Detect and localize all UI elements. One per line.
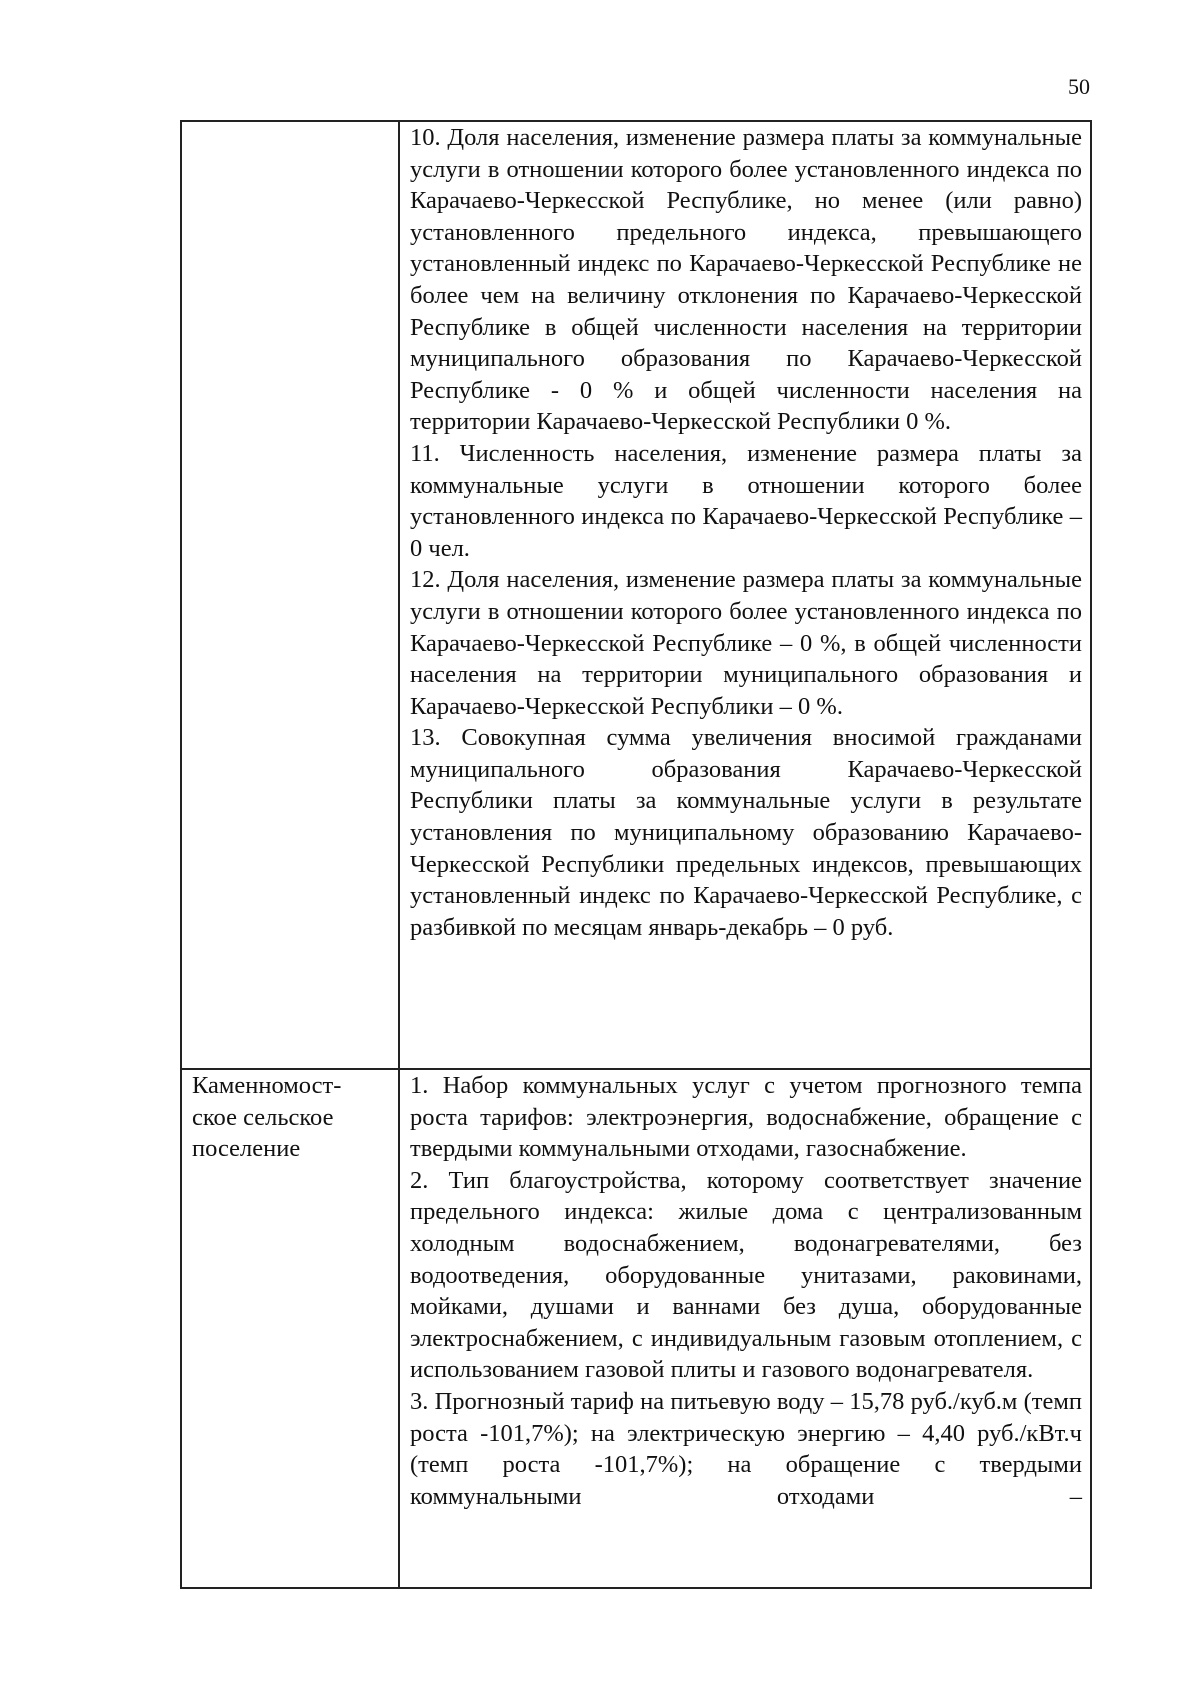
municipality-name-line: Каменномост- <box>192 1072 342 1099</box>
page-number: 50 <box>1068 74 1090 99</box>
table-row <box>181 121 1091 1069</box>
municipality-name-cell <box>181 1069 399 1588</box>
indicators-cell <box>399 121 1091 1069</box>
indicator-paragraph: 11. Численность населения, изменение размера платы за коммунальные услуги в отношении которого более установленного индекса по Карачаево-Черкесской Республике – 0 чел. <box>410 439 1082 562</box>
indicator-paragraph: 2. Тип благоустройства, которому соответствует значение предельного индекса: жилые дома с централизованным холодным водоснабжением, водонагревателями, без водоотведения, оборудованные унитазами, раковинами, мойками, душами и ваннами без душа, оборудованные электроснабжением, с индивидуальным газовым отоплением, с использованием газовой плиты и газового водонагревателя. <box>410 1166 1082 1384</box>
municipality-name-line: ское сельское <box>192 1103 334 1131</box>
indicator-paragraph: 10. Доля населения, изменение размера платы за коммунальные услуги в отношении которого более установленного индекса по Карачаево-Черкесской Республике, но менее (или равно) установленного предельного индекса, превышающего установленный индекс по Карачаево-Черкесской Республике не более чем на величину отклонения по Карачаево-Черкесской Республике в общей численности населения на территории муниципального образования по Карачаево-Черкесской Республике - 0 % и общей численности населения на территории Карачаево-Черкесской Республики 0 %. <box>410 124 1082 436</box>
indicators-cell <box>399 1069 1091 1588</box>
indicator-paragraph: 1. Набор коммунальных услуг с учетом прогнозного темпа роста тарифов: электроэнергия, водоснабжение, обращение с твердыми коммунальными отходами, газоснабжение. <box>410 1072 1082 1163</box>
document-table <box>180 120 1092 1589</box>
table-row <box>181 1069 1091 1588</box>
indicator-paragraph: 12. Доля населения, изменение размера платы за коммунальные услуги в отношении которого более установленного индекса по Карачаево-Черкесской Республике – 0 %, в общей численности населения на территории муниципального образования и Карачаево-Черкесской Республики – 0 %. <box>410 566 1082 720</box>
indicator-paragraph: 3. Прогнозный тариф на питьевую воду – 15,78 руб./куб.м (темп роста -101,7%); на электрическую энергию – 4,40 руб./кВт.ч (темп роста -101,7%); на обращение с твердыми коммунальными отходами – <box>410 1387 1082 1510</box>
municipality-name-line: поселение <box>192 1135 301 1163</box>
indicator-paragraph: 13. Совокупная сумма увеличения вносимой гражданами муниципального образования Карачаево-Черкесской Республики платы за коммунальные услуги в результате установления по муниципальному образованию Карачаево-Черкесской Республики предельных индексов, превышающих установленный индекс по Карачаево-Черкесской Республике, с разбивкой по месяцам январь-декабрь – 0 руб. <box>410 724 1082 941</box>
municipality-name-cell <box>181 121 399 1069</box>
